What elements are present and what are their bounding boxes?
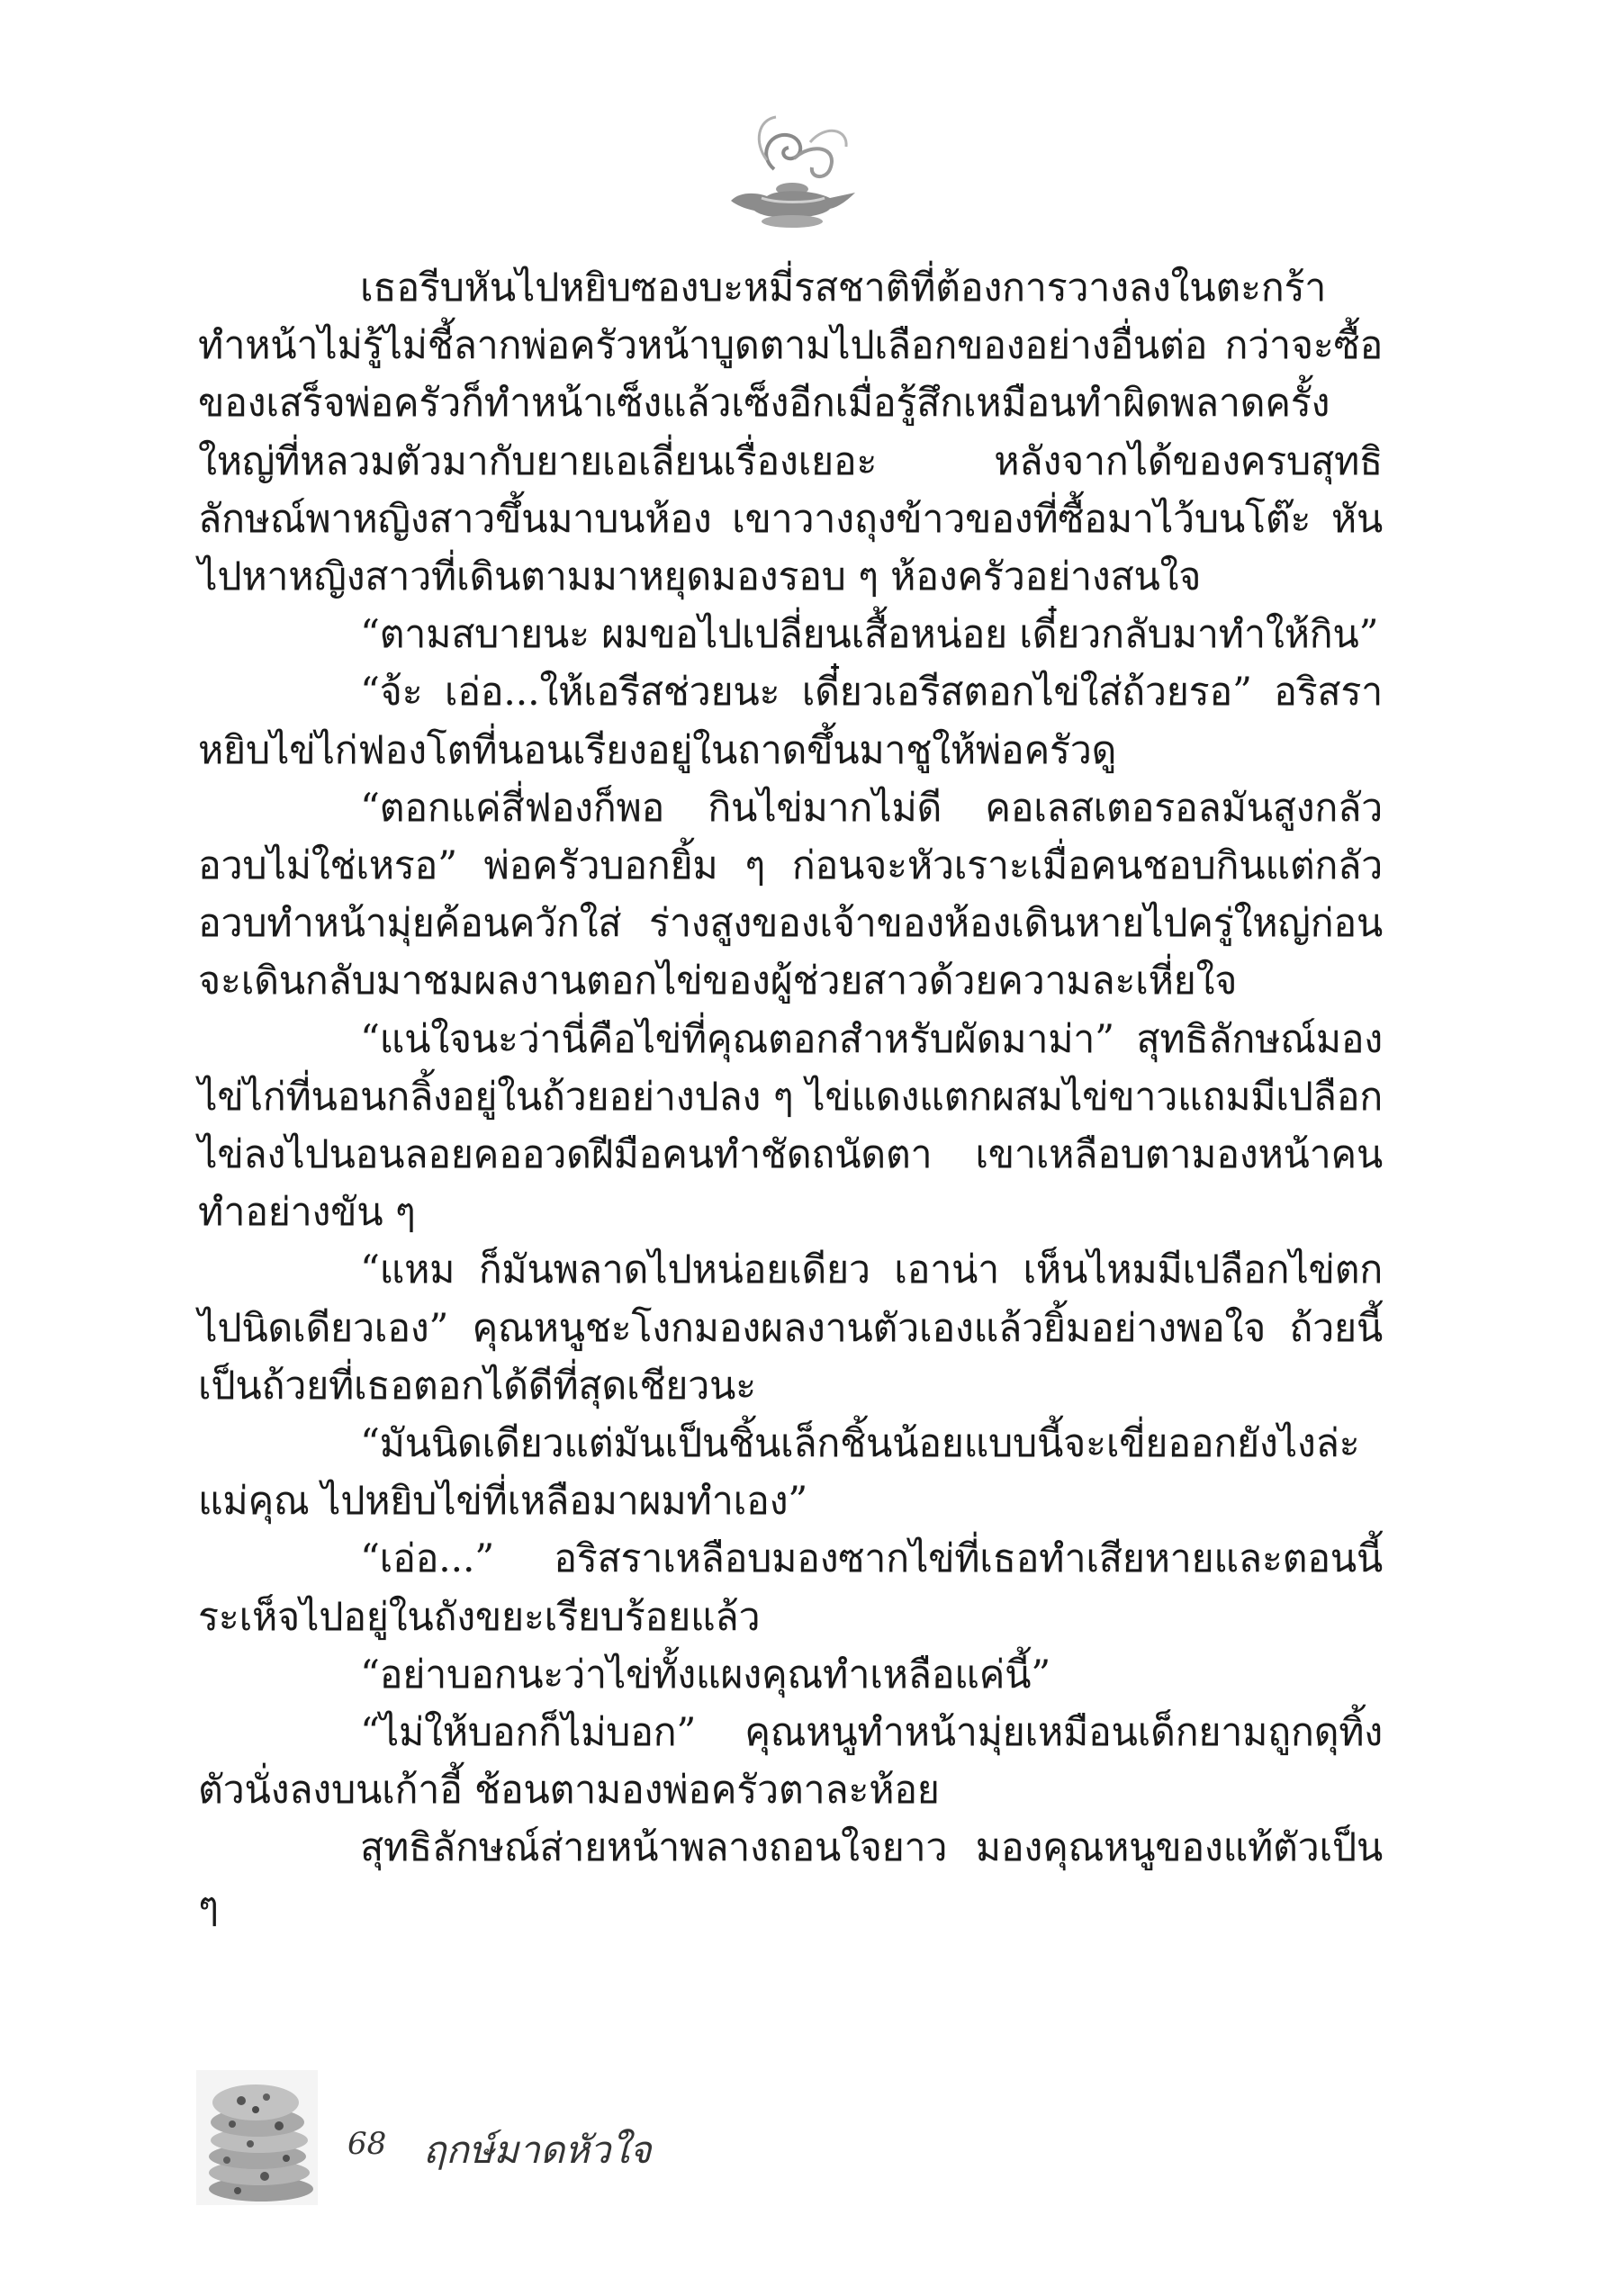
book-title: ฤกษ์มาดหัวใจ — [423, 2128, 652, 2172]
paragraph: “อย่าบอกนะว่าไข่ทั้งแผงคุณทำเหลือแค่นี้” — [360, 1652, 1050, 1697]
paragraph: เธอรีบหันไปหยิบซองบะหมี่รสชาติที่ต้องการวางลงในตะกร้า ทำหน้าไม่รู้ไม่ชี้ลากพ่อครัวหน้าบูดตามไปเลือกของอย่างอื่นต่อ กว่าจะซื้อของเสร็จพ่อครัวก็ทำหน้าเซ็งแล้วเซ็งอีกเมื่อรู้สึกเหมือนทำผิดพลาดครั้งใหญ่ที่หลวมตัวมากับยายเอเลี่ยนเรื่องเยอะ หลังจากได้ของครบสุทธิลักษณ์พาหญิงสาวขึ้นมาบนห้อง เขาวางถุงข้าวของที่ซื้อมาไว้บนโต๊ะ หันไปหาหญิงสาวที่เดินตามมาหยุดมองรอบ ๆ ห้องครัวอย่างสนใจ — [198, 266, 1383, 600]
paragraph: “ตามสบายนะ ผมขอไปเปลี่ยนเสื้อหน่อย เดี๋ยวกลับมาทำให้กิน” — [360, 612, 1379, 658]
magic-lamp-icon — [704, 106, 866, 241]
page-number: 68 — [347, 2126, 387, 2162]
paragraph: สุทธิลักษณ์ส่ายหน้าพลางถอนใจยาว มองคุณหนูของแท้ตัวเป็น ๆ — [198, 1825, 1383, 1929]
paragraph: “ตอกแค่สี่ฟองก็พอ กินไข่มากไม่ดี คอเลสเตอรอลมันสูงกลัวอวบไม่ใช่เหรอ” พ่อครัวบอกยิ้ม ๆ ก่อนจะหัวเราะเมื่อคนชอบกินแต่กลัวอวบทำหน้ามุ่ยค้อนควักใส่ ร่างสูงของเจ้าของห้องเดินหายไปครู่ใหญ่ก่อนจะเดินกลับมาชมผลงานตอกไข่ของผู้ช่วยสาวด้วยความละเหี่ยใจ — [198, 785, 1383, 1004]
cookie-stack-icon — [196, 2070, 318, 2205]
body-text — [198, 259, 1383, 1935]
paragraph: “เอ่อ...” อริสราเหลือบมองซากไข่ที่เธอทำเสียหายและตอนนี้ระเห็จไปอยู่ในถังขยะเรียบร้อยแล้ว — [198, 1536, 1383, 1640]
paragraph: “จ้ะ เอ่อ...ให้เอรีสช่วยนะ เดี๋ยวเอรีสตอกไข่ใส่ถ้วยรอ” อริสราหยิบไข่ไก่ฟองโตที่นอนเรียงอยู่ในถาดขึ้นมาชูให้พ่อครัวดู — [198, 670, 1383, 773]
paragraph: “แน่ใจนะว่านี่คือไข่ที่คุณตอกสำหรับผัดมาม่า” สุทธิลักษณ์มองไข่ไก่ที่นอนกลิ้งอยู่ในถ้วยอย่างปลง ๆ ไข่แดงแตกผสมไข่ขาวแถมมีเปลือกไข่ลงไปนอนลอยคออวดฝีมือคนทำชัดถนัดตา เขาเหลือบตามองหน้าคนทำอย่างขัน ๆ — [198, 1016, 1383, 1236]
paragraph: “ไม่ให้บอกก็ไม่บอก” คุณหนูทำหน้ามุ่ยเหมือนเด็กยามถูกดุทิ้งตัวนั่งลงบนเก้าอี้ ช้อนตามองพ่อครัวตาละห้อย — [198, 1710, 1383, 1814]
paragraph: “มันนิดเดียวแต่มันเป็นชิ้นเล็กชิ้นน้อยแบบนี้จะเขี่ยออกยังไงล่ะแม่คุณ ไปหยิบไข่ที่เหลือมาผมทำเอง” — [198, 1421, 1360, 1525]
paragraph: “แหม ก็มันพลาดไปหน่อยเดียว เอาน่า เห็นไหมมีเปลือกไข่ตกไปนิดเดียวเอง” คุณหนูชะโงกมองผลงานตัวเองแล้วยิ้มอย่างพอใจ ถ้วยนี้เป็นถ้วยที่เธอตอกได้ดีที่สุดเชียวนะ — [198, 1247, 1383, 1409]
